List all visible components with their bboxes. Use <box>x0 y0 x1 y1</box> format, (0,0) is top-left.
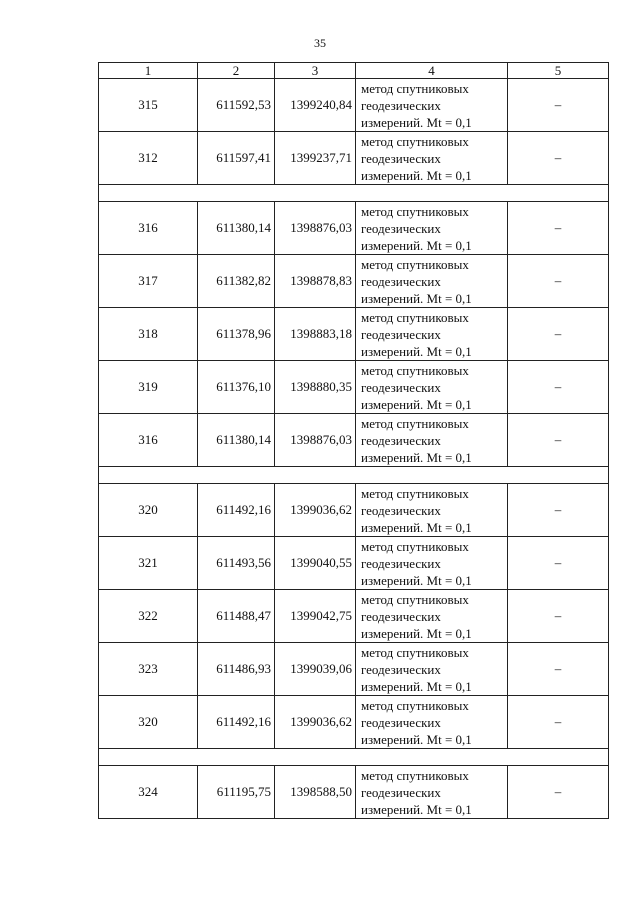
y-coordinate-cell: 1398878,83 <box>275 255 356 308</box>
y-coordinate-cell: 1398880,35 <box>275 361 356 414</box>
method-line: измерений. Mt = 0,1 <box>361 237 472 253</box>
description-cell: – <box>508 643 609 696</box>
header-cell: 1 <box>99 63 198 79</box>
point-number-cell: 320 <box>99 484 198 537</box>
method-line: геодезических <box>361 714 441 730</box>
y-coordinate-cell: 1399036,62 <box>275 484 356 537</box>
separator-cell <box>99 749 609 766</box>
method-line: геодезических <box>361 432 441 448</box>
method-line: метод спутниковых <box>361 362 469 378</box>
x-coordinate-cell: 611492,16 <box>198 696 275 749</box>
point-number-cell: 320 <box>99 696 198 749</box>
table-header-row <box>99 63 609 79</box>
method-line: метод спутниковых <box>361 697 469 713</box>
x-coordinate-cell: 611592,53 <box>198 79 275 132</box>
separator-cell <box>99 467 609 484</box>
point-number-cell: 321 <box>99 537 198 590</box>
method-line: измерений. Mt = 0,1 <box>361 519 472 535</box>
table-row <box>99 766 609 819</box>
method-line: метод спутниковых <box>361 767 469 783</box>
point-number-cell: 312 <box>99 132 198 185</box>
method-cell <box>356 766 508 819</box>
point-number-cell: 316 <box>99 202 198 255</box>
method-cell <box>356 643 508 696</box>
method-line: измерений. Mt = 0,1 <box>361 625 472 641</box>
x-coordinate-cell: 611378,96 <box>198 308 275 361</box>
method-line: измерений. Mt = 0,1 <box>361 678 472 694</box>
method-line: измерений. Mt = 0,1 <box>361 449 472 465</box>
header-cell: 2 <box>198 63 275 79</box>
method-line: метод спутниковых <box>361 485 469 501</box>
method-line: геодезических <box>361 326 441 342</box>
method-line: измерений. Mt = 0,1 <box>361 343 472 359</box>
method-line: геодезических <box>361 608 441 624</box>
table-row <box>99 643 609 696</box>
coordinates-table <box>98 62 609 819</box>
method-line: метод спутниковых <box>361 415 469 431</box>
point-number-cell: 323 <box>99 643 198 696</box>
y-coordinate-cell: 1398588,50 <box>275 766 356 819</box>
description-cell: – <box>508 766 609 819</box>
x-coordinate-cell: 611493,56 <box>198 537 275 590</box>
table-row <box>99 696 609 749</box>
point-number-cell: 319 <box>99 361 198 414</box>
table-row <box>99 79 609 132</box>
group-separator-row <box>99 749 609 766</box>
table-row <box>99 255 609 308</box>
description-cell: – <box>508 484 609 537</box>
x-coordinate-cell: 611380,14 <box>198 202 275 255</box>
x-coordinate-cell: 611380,14 <box>198 414 275 467</box>
separator-cell <box>99 185 609 202</box>
description-cell: – <box>508 255 609 308</box>
table-row <box>99 202 609 255</box>
method-line: метод спутниковых <box>361 203 469 219</box>
method-line: геодезических <box>361 784 441 800</box>
y-coordinate-cell: 1399039,06 <box>275 643 356 696</box>
table-row <box>99 537 609 590</box>
table-row <box>99 414 609 467</box>
point-number-cell: 324 <box>99 766 198 819</box>
method-line: измерений. Mt = 0,1 <box>361 290 472 306</box>
y-coordinate-cell: 1399237,71 <box>275 132 356 185</box>
method-line: измерений. Mt = 0,1 <box>361 167 472 183</box>
method-line: метод спутниковых <box>361 256 469 272</box>
y-coordinate-cell: 1398883,18 <box>275 308 356 361</box>
page-number: 35 <box>314 36 326 50</box>
x-coordinate-cell: 611382,82 <box>198 255 275 308</box>
x-coordinate-cell: 611486,93 <box>198 643 275 696</box>
x-coordinate-cell: 611597,41 <box>198 132 275 185</box>
header-cell: 3 <box>275 63 356 79</box>
method-line: измерений. Mt = 0,1 <box>361 731 472 747</box>
method-cell <box>356 79 508 132</box>
point-number-cell: 315 <box>99 79 198 132</box>
description-cell: – <box>508 79 609 132</box>
method-cell <box>356 132 508 185</box>
y-coordinate-cell: 1399240,84 <box>275 79 356 132</box>
description-cell: – <box>508 696 609 749</box>
method-cell <box>356 590 508 643</box>
description-cell: – <box>508 537 609 590</box>
y-coordinate-cell: 1398876,03 <box>275 202 356 255</box>
method-cell <box>356 308 508 361</box>
x-coordinate-cell: 611376,10 <box>198 361 275 414</box>
method-cell <box>356 255 508 308</box>
method-line: измерений. Mt = 0,1 <box>361 572 472 588</box>
method-line: геодезических <box>361 661 441 677</box>
description-cell: – <box>508 590 609 643</box>
method-line: геодезических <box>361 220 441 236</box>
y-coordinate-cell: 1399036,62 <box>275 696 356 749</box>
y-coordinate-cell: 1399040,55 <box>275 537 356 590</box>
method-line: измерений. Mt = 0,1 <box>361 396 472 412</box>
y-coordinate-cell: 1398876,03 <box>275 414 356 467</box>
table-row <box>99 484 609 537</box>
table-row <box>99 132 609 185</box>
method-line: геодезических <box>361 150 441 166</box>
table-row <box>99 361 609 414</box>
method-line: геодезических <box>361 502 441 518</box>
y-coordinate-cell: 1399042,75 <box>275 590 356 643</box>
header-cell: 4 <box>356 63 508 79</box>
point-number-cell: 316 <box>99 414 198 467</box>
description-cell: – <box>508 361 609 414</box>
method-line: измерений. Mt = 0,1 <box>361 114 472 130</box>
method-cell <box>356 696 508 749</box>
point-number-cell: 322 <box>99 590 198 643</box>
method-line: метод спутниковых <box>361 133 469 149</box>
method-cell <box>356 484 508 537</box>
method-cell <box>356 202 508 255</box>
method-line: метод спутниковых <box>361 644 469 660</box>
method-line: геодезических <box>361 273 441 289</box>
method-cell <box>356 414 508 467</box>
table-row <box>99 590 609 643</box>
method-line: метод спутниковых <box>361 538 469 554</box>
table-row <box>99 308 609 361</box>
x-coordinate-cell: 611195,75 <box>198 766 275 819</box>
description-cell: – <box>508 132 609 185</box>
method-line: геодезических <box>361 555 441 571</box>
group-separator-row <box>99 467 609 484</box>
header-cell: 5 <box>508 63 609 79</box>
point-number-cell: 317 <box>99 255 198 308</box>
point-number-cell: 318 <box>99 308 198 361</box>
description-cell: – <box>508 308 609 361</box>
method-line: геодезических <box>361 379 441 395</box>
description-cell: – <box>508 414 609 467</box>
x-coordinate-cell: 611492,16 <box>198 484 275 537</box>
method-line: измерений. Mt = 0,1 <box>361 801 472 817</box>
method-line: метод спутниковых <box>361 80 469 96</box>
x-coordinate-cell: 611488,47 <box>198 590 275 643</box>
method-cell <box>356 537 508 590</box>
method-line: геодезических <box>361 97 441 113</box>
method-line: метод спутниковых <box>361 591 469 607</box>
group-separator-row <box>99 185 609 202</box>
method-line: метод спутниковых <box>361 309 469 325</box>
method-cell <box>356 361 508 414</box>
description-cell: – <box>508 202 609 255</box>
